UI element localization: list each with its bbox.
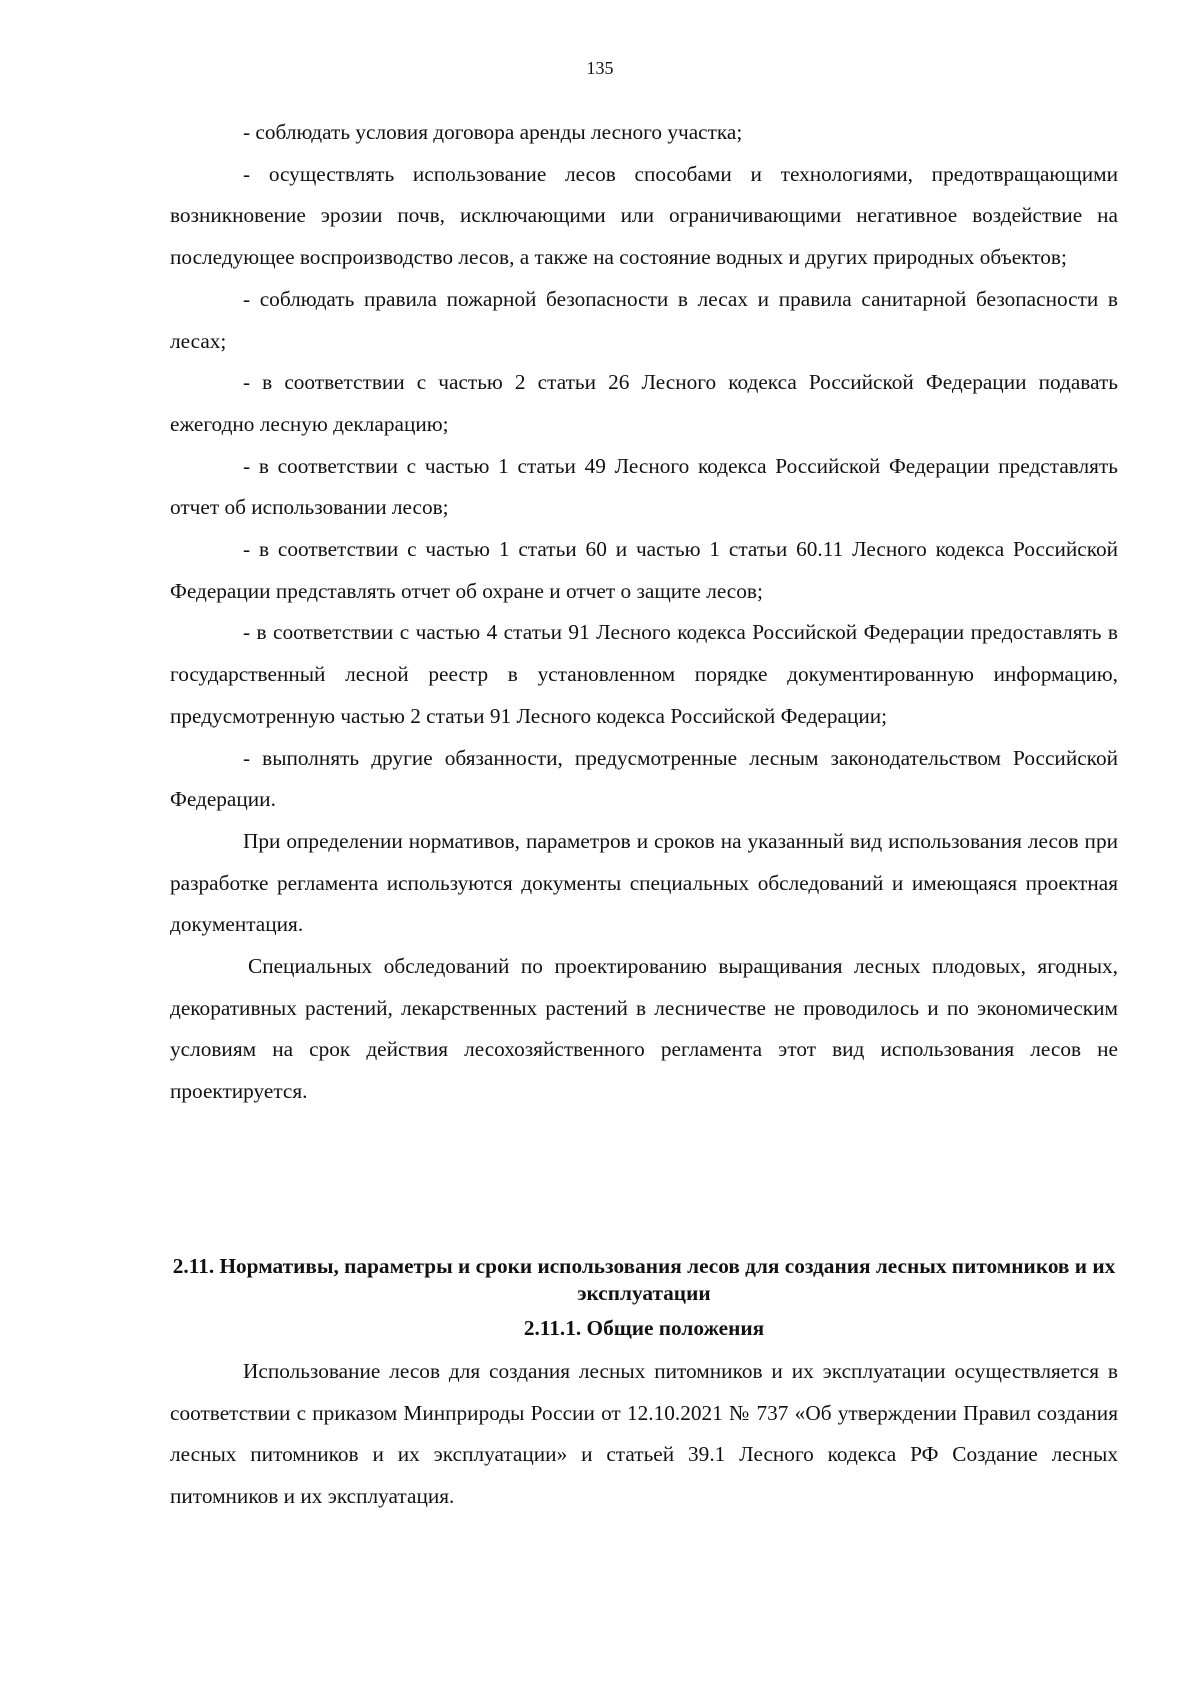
- paragraph-fire-safety: - соблюдать правила пожарной безопасности в лесах и правила санитарной безопасности в лесах;: [170, 286, 1118, 353]
- section-subheading: 2.11.1. Общие положения: [523, 1316, 765, 1340]
- section-heading: 2.11. Нормативы, параметры и сроки использования лесов для создания лесных питомников и их эксплуатации: [172, 1254, 1116, 1305]
- page-number: 135: [586, 58, 614, 78]
- paragraph-standards-definition: При определении нормативов, параметров и сроков на указанный вид использования лесов при разработке регламента используются документы специальных обследований и имеющаяся проектная документация.: [170, 828, 1118, 937]
- paragraph-use-report: - в соответствии с частью 1 статьи 49 Лесного кодекса Российской Федерации представлять отчет об использовании лесов;: [170, 453, 1118, 520]
- section-paragraph: Использование лесов для создания лесных питомников и их эксплуатации осуществляется в соответствии с приказом Минприроды России от 12.10.2021 № 737 «Об утверждении Правил создания лесных питомников и их эксплуатации» и статьей 39.1 Лесного кодекса РФ Создание лесных питомников и их эксплуатация.: [170, 1359, 1118, 1509]
- paragraph-other-duties: - выполнять другие обязанности, предусмотренные лесным законодательством Российской Федерации.: [170, 745, 1118, 812]
- section-2-11: [170, 1253, 1118, 1518]
- paragraph-forest-use-methods: - осуществлять использование лесов способами и технологиями, предотвращающими возникновение эрозии почв, исключающими или ограничивающими негативное воздействие на последующее воспроизводство лесов, а также на состояние водных и других природных объектов;: [170, 161, 1118, 270]
- paragraph-protection-report: - в соответствии с частью 1 статьи 60 и частью 1 статьи 60.11 Лесного кодекса Российской Федерации представлять отчет об охране и отчет о защите лесов;: [170, 537, 1118, 603]
- paragraph-special-surveys: Специальных обследований по проектированию выращивания лесных плодовых, ягодных, декоративных растений, лекарственных растений в лесничестве не проводилось и по экономическим условиям на срок действия лесохозяйственного регламента этот вид использования лесов не проектируется.: [170, 954, 1118, 1104]
- paragraph-lease-terms: - соблюдать условия договора аренды лесного участка;: [243, 120, 743, 144]
- paragraph-forest-declaration: - в соответствии с частью 2 статьи 26 Лесного кодекса Российской Федерации подавать ежегодно лесную декларацию;: [170, 370, 1118, 436]
- body-text: [170, 112, 1118, 1113]
- paragraph-forest-registry: - в соответствии с частью 4 статьи 91 Лесного кодекса Российской Федерации предоставлять в государственный лесной реестр в установленном порядке документированную информацию, предусмотренную частью 2 статьи 91 Лесного кодекса Российской Федерации;: [170, 620, 1118, 728]
